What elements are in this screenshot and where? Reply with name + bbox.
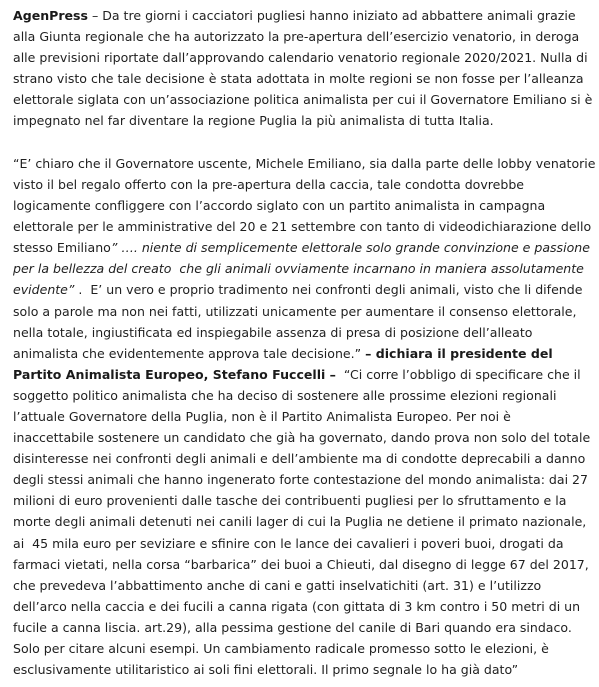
text-segment: solo a parole ma non nei fatti, utilizzati unicamente per aumentare il consenso elettorale, — [13, 303, 577, 319]
text-line — [13, 490, 591, 511]
text-line — [13, 279, 591, 300]
text-line — [13, 343, 591, 364]
text-segment: dell’arco nella caccia e dei fucili a canna rigata (con gittata di 3 km contro i 50 metri di un — [13, 598, 581, 614]
bold-text: AgenPress — [13, 8, 88, 23]
text-line — [13, 638, 591, 659]
text-segment: ai 45 mila euro per seviziare e sfinire con le lance dei cavalieri i poveri buoi, drogati da — [13, 535, 564, 551]
text-segment: animalista che evidentemente approva tale decisione.” — [13, 345, 366, 361]
text-segment: fucile a canna liscia. art.29), alla pessima gestione del canile di Bari quando era sindaco. — [13, 619, 572, 635]
paragraph-gap — [13, 132, 591, 153]
text-segment: esclusivamente utilitaristico ai soli fini elettorali. Il primo segnale lo ha già dato” — [13, 662, 519, 678]
article-body — [13, 5, 596, 680]
bold-text: – dichiara il presidente del — [365, 345, 553, 361]
text-segment: l’attuale Governatore della Puglia, non è il Partito Animalista Europeo. Per noi è — [13, 408, 511, 424]
text-line — [13, 533, 591, 554]
text-line — [13, 322, 591, 343]
text-line — [13, 26, 591, 47]
text-line — [13, 195, 591, 216]
italic-text: per la bellezza del creato che gli animali ovviamente incarnano in maniera assolutamente — [13, 261, 584, 277]
text-line — [13, 153, 596, 174]
text-segment: soggetto politico animalista che ha deciso di sostenere alle prossime elezioni regionali — [13, 387, 557, 403]
text-segment: alle previsioni riportate dall’approvando calendario venatorio regionale 2020/2021. Nulla di — [13, 50, 588, 66]
paragraph-quote — [13, 153, 596, 680]
text-segment: stesso Emiliano — [13, 240, 111, 256]
text-line — [13, 5, 591, 26]
text-line — [13, 237, 591, 258]
text-segment: . E’ un vero e proprio tradimento nei confronti degli animali, visto che li difende — [78, 282, 583, 298]
text-segment: alla Giunta regionale che ha autorizzato la pre-apertura dell’esercizio venatorio, in deroga — [13, 29, 580, 45]
text-line — [13, 216, 591, 237]
text-segment: “E’ chiaro che il Governatore uscente, Michele Emiliano, sia dalla parte delle lobby venatorie — [13, 155, 596, 171]
text-segment: degli stessi animali che hanno ingenerato forte contestazione del mondo animalista: dai 27 — [13, 472, 589, 488]
text-line — [13, 448, 591, 469]
text-line — [13, 427, 591, 448]
italic-text: ” …. niente di semplicemente elettorale solo grande convinzione e passione — [110, 240, 590, 256]
text-line — [13, 174, 591, 195]
text-line — [13, 364, 591, 385]
text-line — [13, 617, 591, 638]
text-line — [13, 406, 591, 427]
text-line — [13, 301, 591, 322]
text-line — [13, 575, 591, 596]
text-segment: elettorale siglata con un’associazione politica animalista per cui il Governatore Emiliano si è — [13, 92, 593, 108]
text-segment: Solo per citare alcuni esempi. Un cambiamento radicale promesso sotto le elezioni, è — [13, 641, 549, 657]
text-segment: che prevedeva l’abbattimento anche di cani e gatti inselvatichiti (art. 31) e l’utilizzo — [13, 577, 542, 593]
text-segment: inaccettabile sostenere un candidato che già ha governato, dando prova non solo del totale — [13, 430, 591, 446]
text-line — [13, 110, 591, 131]
text-segment: milioni di euro provenienti dalle tasche dei contribuenti pugliesi per lo sfruttamento e la — [13, 493, 567, 509]
text-line — [13, 68, 591, 89]
bold-text: Partito Animalista Europeo, Stefano Fuccelli – — [13, 366, 336, 382]
text-segment: farmaci vietati, nella corsa “barbarica” dei buoi a Chieuti, dal disegno di legge 67 del 2017, — [13, 556, 589, 572]
text-line — [13, 554, 591, 575]
paragraph-intro — [13, 5, 591, 132]
text-line — [13, 511, 591, 532]
text-segment: morte degli animali detenuti nei canili lager di cui la Puglia ne detiene il primato nazionale, — [13, 514, 587, 530]
text-line — [13, 385, 591, 406]
text-line — [13, 89, 591, 110]
text-line — [13, 47, 591, 68]
text-line — [13, 596, 591, 617]
text-line — [13, 469, 591, 490]
italic-text: evidente” — [13, 282, 79, 298]
text-line — [13, 659, 591, 680]
text-segment: – Da tre giorni i cacciatori pugliesi hanno iniziato ad abbattere animali grazie — [87, 8, 576, 23]
text-segment: visto il bel regalo offerto con la pre-apertura della caccia, tale condotta dovrebbe — [13, 176, 525, 192]
text-segment: “Ci corre l’obbligo di specificare che il — [335, 366, 581, 382]
text-segment: logicamente confliggere con l’accordo siglato con un partito animalista in campagna — [13, 198, 546, 214]
text-line — [13, 258, 591, 279]
text-segment: elettorale per le amministrative del 20 e 21 settembre con tanto di videodichiarazione dello — [13, 219, 592, 235]
text-segment: strano visto che tale decisione è stata adottata in molte regioni se non fosse per l’alleanza — [13, 71, 584, 87]
text-segment: impegnato nel far diventare la regione Puglia la più animalista di tutta Italia. — [13, 113, 494, 129]
text-segment: disinteresse nei confronti degli animali e dell’ambiente ma di condotte deprecabili a danno — [13, 451, 586, 467]
text-segment: nella totale, ingiustificata ed inspiegabile assenza di presa di posizione dell’alleato — [13, 324, 533, 340]
